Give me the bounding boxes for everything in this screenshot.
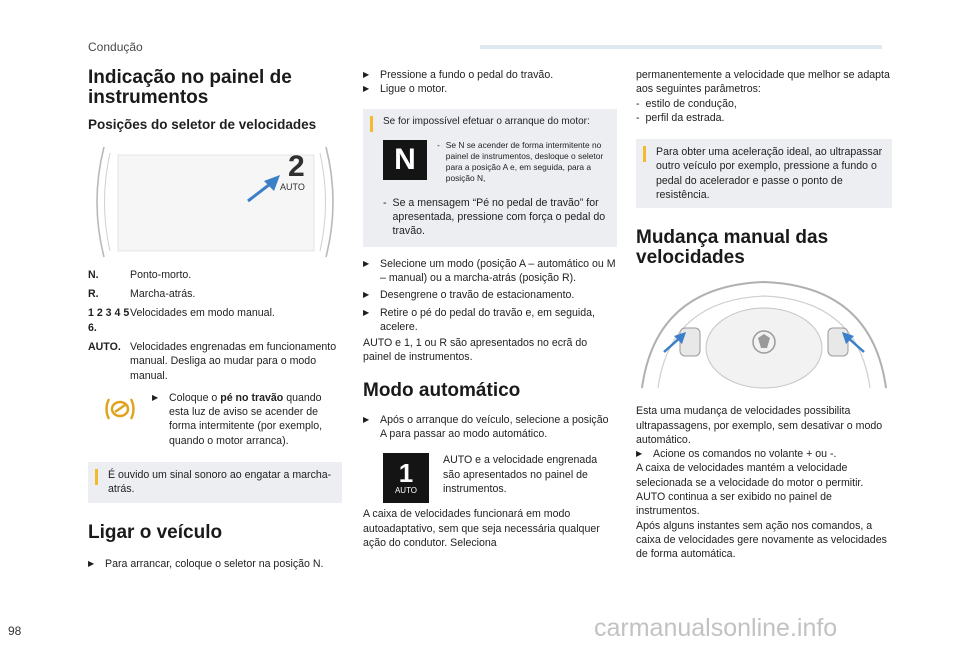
page-title: Indicação no painel de instrumentos	[88, 67, 292, 108]
info-text: É ouvido um sinal sonoro ao engatar a marcha-atrás.	[108, 468, 332, 496]
dash-item	[636, 111, 892, 125]
box-text: Se a mensagem “Pé no pedal de travão” for apresentada, pressione com força o pedal do travão.	[392, 196, 606, 238]
brake-message-instruction	[383, 196, 609, 239]
auto-label: AUTO	[394, 485, 418, 495]
def-key: AUTO.	[88, 340, 121, 353]
page-number: 98	[8, 624, 22, 638]
bullet-start-engine	[363, 82, 617, 96]
bullet-automatic	[363, 413, 617, 442]
bullet-select-mode	[363, 257, 617, 286]
gear-definitions	[88, 268, 342, 383]
brake-instruction	[152, 391, 342, 448]
section-title-start: Ligar o veículo	[88, 521, 223, 543]
auto-display-text: AUTO e a velocidade engrenada são apresentados no painel de instrumentos.	[443, 454, 598, 495]
bullet-text: Para arrancar, coloque o seletor na posição N.	[105, 557, 324, 570]
def-reverse	[88, 287, 342, 301]
def-key: R.	[88, 288, 99, 301]
reverse-info-box	[88, 462, 342, 503]
auto-display-row	[363, 453, 617, 503]
header-rule	[480, 45, 882, 49]
bullet-icon: ▶	[363, 84, 370, 94]
info-text: Para obter uma aceleração ideal, ao ultrapassar outro veículo por exemplo, pressione a fundo o pedal do acelerador e passe o ponto de resistência.	[656, 146, 883, 202]
brake-warning	[88, 391, 342, 448]
def-key: N.	[88, 268, 99, 281]
cluster-gear-digit: 2	[288, 149, 305, 183]
instrument-cluster-illustration	[88, 141, 342, 263]
bullet-text: Desengrene o travão de estacionamento.	[380, 289, 575, 302]
brake-pedal-warning-icon	[88, 391, 152, 448]
bullet-text: Ligue o motor.	[380, 83, 448, 96]
closing-paragraph: A caixa de velocidades funcionará em modo autoadaptativo, sem que seja necessária qualquer ação do condutor. Seleciona	[363, 508, 600, 549]
dash-marker: -	[636, 97, 640, 110]
gear-digit: 1	[398, 457, 414, 488]
column-middle	[363, 68, 617, 550]
watermark: carmanualsonline.info	[594, 614, 838, 642]
section-title-automatic: Modo automático	[363, 379, 521, 401]
def-text: Ponto-morto.	[130, 268, 192, 281]
bullet-icon: ▶	[88, 558, 95, 568]
dash-marker: -	[437, 140, 440, 151]
bullet-icon: ▶	[363, 70, 370, 79]
bullet-icon: ▶	[363, 258, 370, 268]
section-title-manual: Mudança manual das velocidades	[636, 227, 829, 269]
brake-text-pre: Coloque o	[169, 391, 221, 404]
steering-wheel-illustration	[636, 276, 892, 396]
start-failure-box	[363, 109, 617, 247]
bullet-icon: ▶	[363, 307, 370, 317]
brake-text-bold: pé no travão	[220, 391, 284, 404]
bullet-text: Acione os comandos no volante + ou -.	[653, 448, 837, 461]
intro-paragraph: permanentemente a velocidade que melhor se adapta aos seguintes parâmetros:	[636, 69, 890, 96]
dash-marker: -	[383, 196, 387, 209]
dash-text: estilo de condução,	[645, 97, 737, 110]
def-text: Velocidades engrenadas em funcionamento manual. Desliga ao mudar para o modo manual.	[130, 340, 337, 382]
bullet-icon: ▶	[152, 392, 159, 402]
def-text: Velocidades em modo manual.	[130, 307, 275, 320]
def-manual-gears	[88, 306, 342, 335]
start-bullet	[88, 557, 342, 571]
manual-paragraph-2: A caixa de velocidades mantém a velocidade selecionada se a velocidade do motor o permitir. AUTO continua a ser exibido no painel de instrumentos.	[636, 462, 864, 518]
bullet-parking-brake	[363, 288, 617, 302]
neutral-display-icon: N	[383, 140, 427, 180]
def-text: Marcha-atrás.	[130, 288, 196, 301]
bullet-text: Retire o pé do pedal do travão e, em seguida, acelere.	[380, 306, 595, 333]
def-key: 1 2 3 4 5 6.	[88, 307, 130, 334]
def-auto	[88, 340, 342, 383]
dash-marker: -	[636, 111, 640, 124]
bullet-icon: ▶	[636, 449, 643, 459]
manual-paragraph-1: Esta uma mudança de velocidades possibilita ultrapassagens, por exemplo, sem desativar o modo automático.	[636, 405, 883, 446]
section-label: Condução	[88, 40, 143, 54]
column-left	[88, 68, 342, 571]
manual-paragraph-3: Após alguns instantes sem ação nos comandos, a caixa de velocidades gere novamente as velocidades de forma automática.	[636, 519, 887, 561]
cluster-auto-label: AUTO	[280, 181, 305, 192]
neutral-flash-row	[383, 140, 609, 184]
bullet-text: Após o arranque do veículo, selecione a posição A para passar ao modo automático.	[380, 413, 609, 440]
box-text: Se N se acender de forma intermitente no painel de instrumentos, desloque o seletor para a posição A e, em seguida, para a posição N,	[445, 140, 604, 183]
bullet-accelerate	[363, 306, 617, 335]
acceleration-info-box	[636, 139, 892, 208]
display-note: AUTO e 1, 1 ou R são apresentados no ecrã do painel de instrumentos.	[363, 337, 588, 364]
bullet-text: Selecione um modo (posição A – automático ou M – manual) ou a marcha-atrás (posição R).	[380, 257, 616, 284]
bullet-icon: ▶	[363, 414, 370, 424]
bullet-press-brake	[363, 68, 617, 82]
neutral-flash-instruction	[437, 140, 609, 184]
def-neutral	[88, 268, 342, 282]
mode-bullets	[363, 257, 617, 334]
brake-text-post: quando esta luz de aviso se acender de forma intermitente (por exemplo, quando o motor arranca).	[169, 391, 323, 447]
auto-gear-display-icon	[383, 453, 429, 503]
box-title: Se for impossível efetuar o arranque do motor:	[383, 115, 590, 127]
bullet-text: Pressione a fundo o pedal do travão.	[380, 69, 554, 81]
dash-item	[636, 97, 892, 111]
dash-text: perfil da estrada.	[645, 111, 725, 124]
column-right	[636, 68, 892, 562]
bullet-paddles	[636, 447, 892, 461]
section-subtitle: Posições do seletor de velocidades	[88, 116, 317, 132]
bullet-icon: ▶	[363, 290, 370, 300]
